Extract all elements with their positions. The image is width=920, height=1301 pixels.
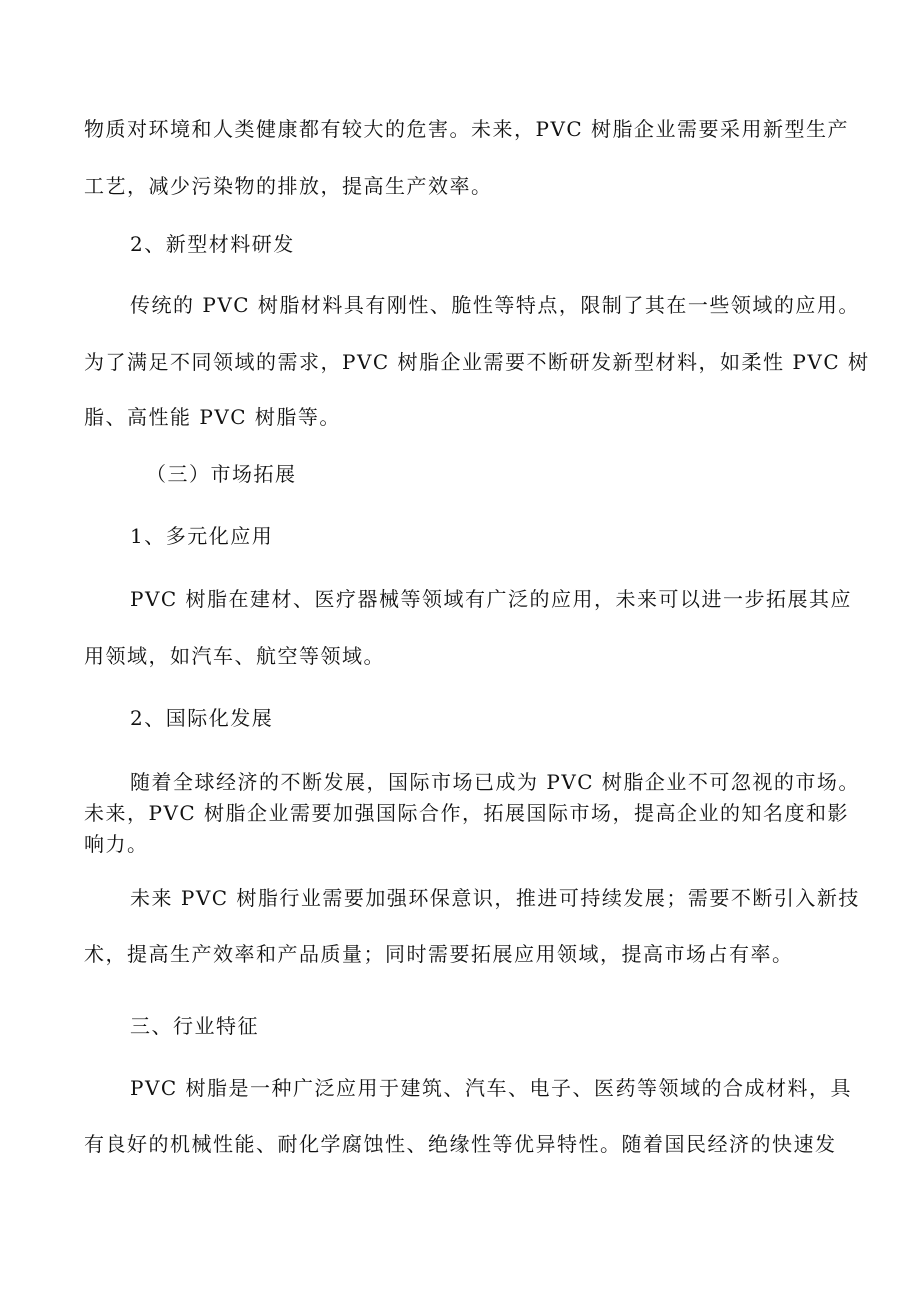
body-text-line: 未来 PVC 树脂行业需要加强环保意识，推进可持续发展；需要不断引入新技 — [130, 886, 860, 910]
body-text-line: 未来，PVC 树脂企业需要加强国际合作，拓展国际市场，提高企业的知名度和影 — [84, 801, 850, 825]
body-text-line: 响力。 — [84, 832, 149, 856]
body-text-line: 用领域，如汽车、航空等领域。 — [84, 644, 385, 668]
body-text-line: PVC 树脂在建材、医疗器械等领域有广泛的应用，未来可以进一步拓展其应 — [130, 587, 853, 611]
body-text-line: 物质对环境和人类健康都有较大的危害。未来，PVC 树脂企业需要采用新型生产 — [84, 117, 850, 141]
body-text-line: 传统的 PVC 树脂材料具有刚性、脆性等特点，限制了其在一些领域的应用。 — [130, 293, 860, 317]
body-text-line: 工艺，减少污染物的排放，提高生产效率。 — [84, 174, 493, 198]
body-text-line: PVC 树脂是一种广泛应用于建筑、汽车、电子、医药等领域的合成材料，具 — [130, 1076, 853, 1100]
section-heading: 2、新型材料研发 — [130, 232, 295, 256]
body-text-line: 为了满足不同领域的需求，PVC 树脂企业需要不断研发新型材料，如柔性 PVC 树 — [84, 350, 870, 374]
body-text-line: 脂、高性能 PVC 树脂等。 — [84, 405, 341, 429]
section-heading: 三、行业特征 — [130, 1014, 259, 1038]
body-text-line: 随着全球经济的不断发展，国际市场已成为 PVC 树脂企业不可忽视的市场。 — [130, 770, 860, 794]
body-text-line: 术，提高生产效率和产品质量；同时需要拓展应用领域，提高市场占有率。 — [84, 942, 794, 966]
section-heading: （三）市场拓展 — [146, 462, 297, 486]
section-heading: 1、多元化应用 — [130, 524, 274, 548]
section-heading: 2、国际化发展 — [130, 706, 274, 730]
body-text-line: 有良好的机械性能、耐化学腐蚀性、绝缘性等优异特性。随着国民经济的快速发 — [84, 1132, 837, 1156]
